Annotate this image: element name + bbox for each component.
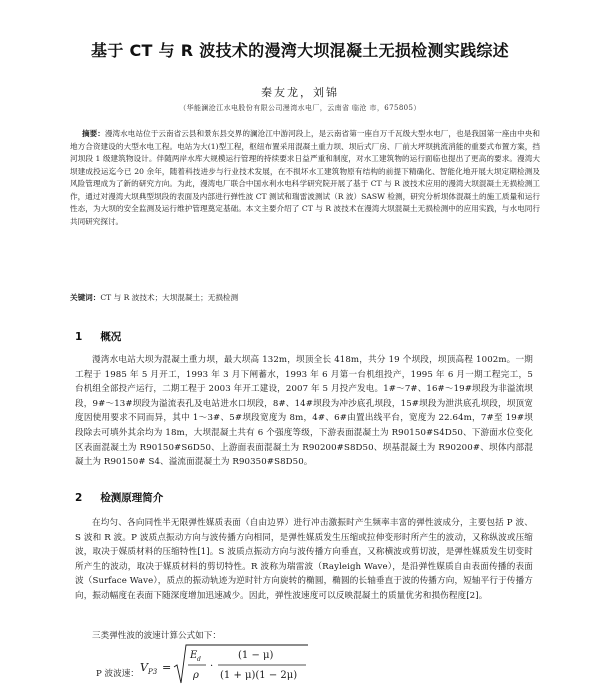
svg-text:P3: P3: [148, 668, 158, 676]
section-2-number: 2: [75, 492, 83, 504]
section-2-heading: [75, 490, 163, 505]
paper-affiliation: （华能澜沧江水电股份有限公司漫湾水电厂，云南省 临沧 市，675805）: [179, 104, 421, 112]
keywords-label: 关键词：: [70, 293, 101, 302]
section-2-body: 在均匀、各向同性半无限弹性媒质表面（自由边界）进行冲击激振时产生频率丰富的弹性波成分，主要包括 P 波、S 波和 R 波。P 波质点振动方向与波传播方向相同，是弹性媒质发生压缩或拉伸变形时所产生的波动，又称纵波或压缩波，取决于媒质材料的压缩特性[1]。S 波质点振动方向与波传播方向垂直，又称横波或剪切波，是弹性媒质发生切变时所产生的波动，取决于媒质材料的剪切特性。R 波称为瑞雷波（Rayleigh Wave），是沿弹性媒质自由表面传播的表面波（Surface Wave），质点的振动轨迹为逆时针方向旋转的椭圆，椭圆的长轴垂直于波的传播方向，短轴平行于传播方向，振动幅度在表面下随深度增加迅速减少。因此，弹性波速度可以反映混凝土的质量优劣和损伤程度[2]。: [75, 518, 533, 601]
p-wave-velocity-formula: [140, 641, 340, 693]
keywords-text: CT 与 R 波技术；大坝混凝土；无损检测: [100, 293, 239, 302]
svg-text:=: =: [162, 661, 172, 674]
section-1-title: 概况: [100, 331, 122, 343]
formula-intro: 三类弹性波的波速计算公式如下：: [92, 631, 221, 641]
paper-authors: 秦友龙，刘锦: [261, 86, 339, 99]
keywords: [70, 292, 540, 304]
section-1-heading: [75, 329, 121, 344]
svg-text:ρ: ρ: [193, 670, 199, 681]
svg-text:(1 + μ)(1 − 2μ): (1 + μ)(1 − 2μ): [220, 670, 298, 681]
abstract-label: 摘要：: [82, 129, 105, 138]
abstract-text: 漫湾水电站位于云南省云县和景东县交界的澜沧江中游河段上，是云南省第一座自万千瓦级大型水电厂，也是我国第一座由中央和地方合资建设的大型水电工程。电站为大(1)型工程，枢纽布置采用混凝土重力坝、坝后式厂房、厂前大坪坝挑流消能的重要式布置方案，挡河坝段 1 级建筑物设计。伴随两岸水库大规模运行管理的持续要求日益严重和制度，对水工建筑物的运行面临也提出了更高的要求。漫湾大坝建成投运迄今已 20 余年，随着科技进步与行业技术发展，在不损坏水工建筑物原有结构的前提下精确化、智能化地开展大坝定期检测及风险管理成为了新的研究方向。为此，漫湾电厂联合中国水利水电科学研究院开展了基于 CT 与 R 波技术应用的漫湾大坝混凝土无损检测工作，通过对漫湾大坝典型坝段的表面及内部进行弹性波 CT 测试和瑞雷波测试（R 波）SASW 检测，研究分析坝体混凝土的施工质量和运行性态，为大坝的安全监测及运行维护管理奠定基础。本文主要介绍了 CT 与 R 波技术在漫湾大坝混凝土无损检测中的应用实践，与水电同行共同研究探讨。: [70, 129, 540, 226]
svg-text:d: d: [197, 656, 201, 663]
svg-text:(1 − μ): (1 − μ): [238, 650, 274, 661]
svg-text:V: V: [140, 661, 148, 674]
svg-text:E: E: [190, 650, 198, 661]
svg-text:·: ·: [210, 661, 214, 672]
abstract: [70, 128, 540, 228]
section-1-body: 漫湾水电站大坝为混凝土重力坝，最大坝高 132m，坝顶全长 418m，共分 19 个坝段，坝顶高程 1002m。一期工程于 1985 年 5 月开工，1993 年 3 月下闸蓄水，1993 年 6 月第一台机组投产，1995 年 6 月一期工程完工，5 台机组全部投产运行，二期工程于 2003 年开工建设，2007 年 5 月投产发电。1#～7#、16#～19#坝段为非溢流坝段，9#～13#坝段为溢流表孔及电站进水口坝段，8#、14#坝段为冲沙底孔坝段，15#坝段为泄洪底孔坝段，坝顶宽度因使用要求不同而异，其中 1～3#、5#坝段宽度为 8m，4#、6#由置出线平台，宽度为 22.64m，7#至 19#坝段除去可填外其余均为 18m，大坝混凝土共有 6 个强度等级，下游表面混凝土为 R90150#S4D50、下游面水位变化区表面混凝土为 R90150#S6D50、上游面表面混凝土为 R90200#S8D50、坝基混凝土为 R90200#、坝体内部混凝土为 R90150# S4、溢流面混凝土为 R90350#S8D50。: [75, 355, 533, 468]
formula-label: P 波波速：: [96, 669, 139, 679]
section-2-title: 检测原理简介: [100, 492, 164, 504]
section-1-number: 1: [75, 331, 83, 343]
paper-title: 基于 CT 与 R 波技术的漫湾大坝混凝土无损检测实践综述: [91, 41, 509, 60]
